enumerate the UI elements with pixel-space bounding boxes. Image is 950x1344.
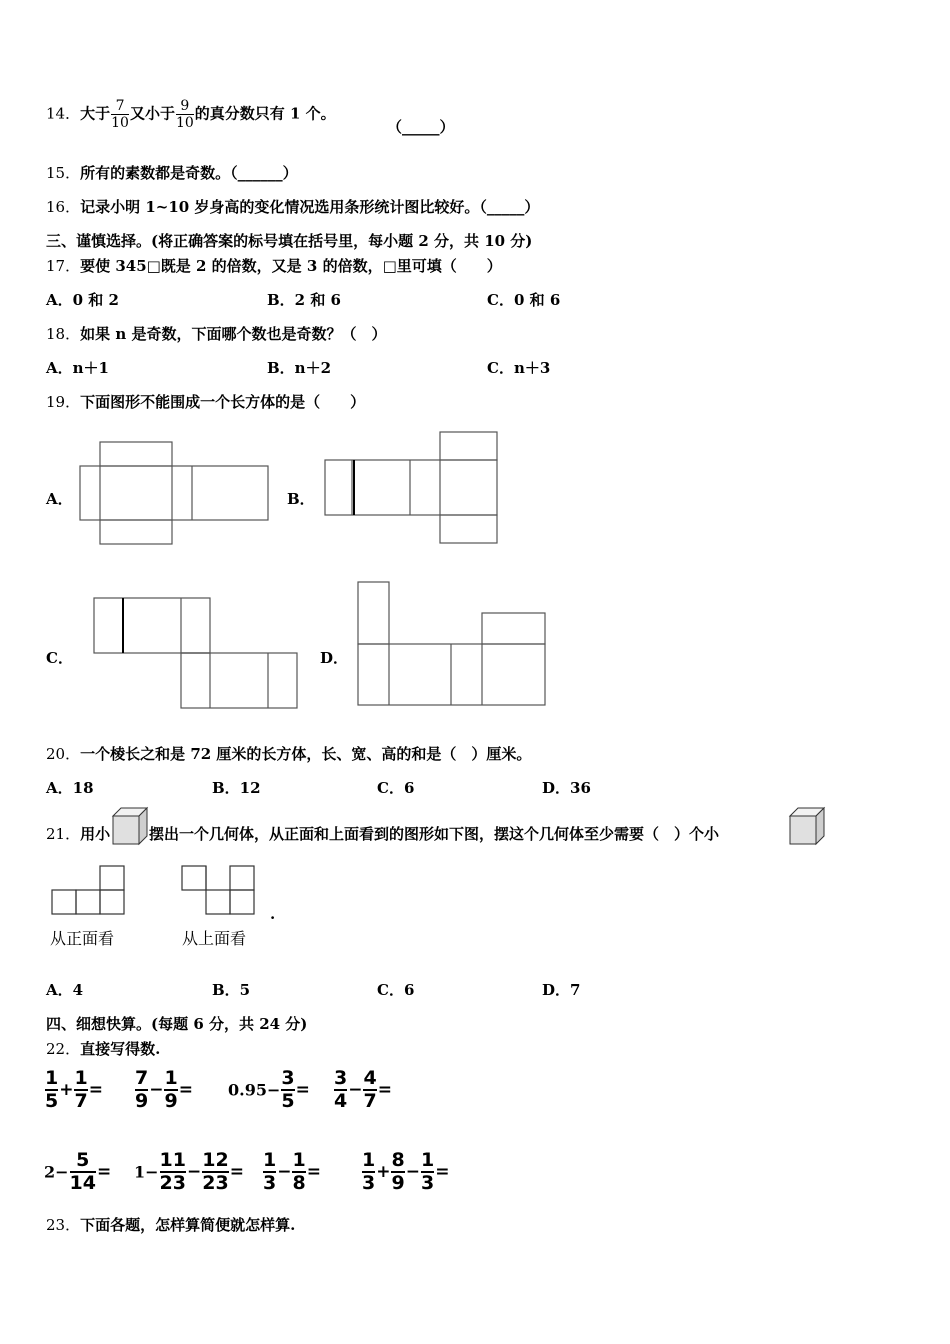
expression-6: 1− $\frac{11}{23}$ − $\frac{12}{23}$ = [134,1149,244,1194]
cube-icon [111,806,149,846]
option-d[interactable]: D．36 [542,779,591,797]
question-17: 17．要使 345□既是 2 的倍数，又是 3 的倍数，□里可填（ ） [46,257,502,275]
net-c-figure [92,596,300,712]
expression-3: 0.95− $\frac{3}{5}$ = [228,1067,310,1112]
fraction: $\frac{7}{10}$ [111,98,129,131]
question-18: 18．如果 n 是奇数，下面哪个数也是奇数？（ ） [46,325,387,343]
option-c[interactable]: C．n＋3 [487,359,551,377]
option-b[interactable]: B． [287,490,315,508]
option-b[interactable]: B．n＋2 [267,359,332,377]
front-view-caption: 从正面看 [50,929,115,948]
option-a[interactable]: A．0 和 2 [46,291,119,309]
cube-icon [788,806,826,846]
question-15: 15．所有的素数都是奇数。（______） [46,164,298,182]
option-a[interactable]: A．18 [46,779,94,797]
expression-5: 2− $\frac{5}{14}$ = [44,1149,112,1194]
top-view-caption: 从上面看 [182,929,247,948]
option-c[interactable]: C．6 [377,981,415,999]
option-c[interactable]: C．6 [377,779,415,797]
option-b[interactable]: B．5 [212,981,251,999]
section-3-heading: 三、谨慎选择。(将正确答案的标号填在括号里，每小题 2 分，共 10 分) [46,232,533,250]
expression-7: $\frac{1}{3}$ − $\frac{1}{8}$ = [263,1149,321,1194]
front-view-figure [50,864,128,918]
option-b[interactable]: B．2 和 6 [267,291,341,309]
answer-blank[interactable]: （_____） [387,118,455,136]
option-a[interactable]: A．n＋1 [46,359,109,377]
option-a[interactable]: A． [46,490,73,508]
net-b-figure [323,430,501,546]
question-21: 21．用小 [46,825,111,843]
fraction: $\frac{9}{10}$ [175,98,194,131]
question-23: 23．下面各题，怎样算简便就怎样算. [46,1216,296,1234]
net-a-figure [78,440,270,546]
top-view-figure [180,864,258,918]
option-d[interactable]: D．7 [542,981,581,999]
question-14: 14．大于 $\frac{7}{10}$ 又小于 $\frac{9}{10}$ 的真分数只有 1 个。 [46,98,336,131]
question-16: 16．记录小明 1~10 岁身高的变化情况选用条形统计图比较好。（_____） [46,198,540,216]
option-c[interactable]: C． [46,649,73,667]
net-d-figure [355,580,549,708]
expression-1: $\frac{1}{5}$ + $\frac{1}{7}$ = [45,1067,103,1112]
question-19: 19．下面图形不能围成一个长方体的是（ ） [46,393,366,411]
option-c[interactable]: C．0 和 6 [487,291,561,309]
section-4-heading: 四、细想快算。(每题 6 分，共 24 分) [46,1015,308,1033]
expression-2: $\frac{7}{9}$ − $\frac{1}{9}$ = [135,1067,193,1112]
option-a[interactable]: A．4 [46,981,84,999]
question-20: 20．一个棱长之和是 72 厘米的长方体，长、宽、高的和是（ ）厘米。 [46,745,532,763]
expression-8: $\frac{1}{3}$ + $\frac{8}{9}$ − $\frac{1}{3}$ = [362,1149,450,1194]
option-d[interactable]: D． [320,649,349,667]
expression-4: $\frac{3}{4}$ − $\frac{4}{7}$ = [334,1067,392,1112]
option-b[interactable]: B．12 [212,779,261,797]
question-22: 22．直接写得数. [46,1040,161,1058]
